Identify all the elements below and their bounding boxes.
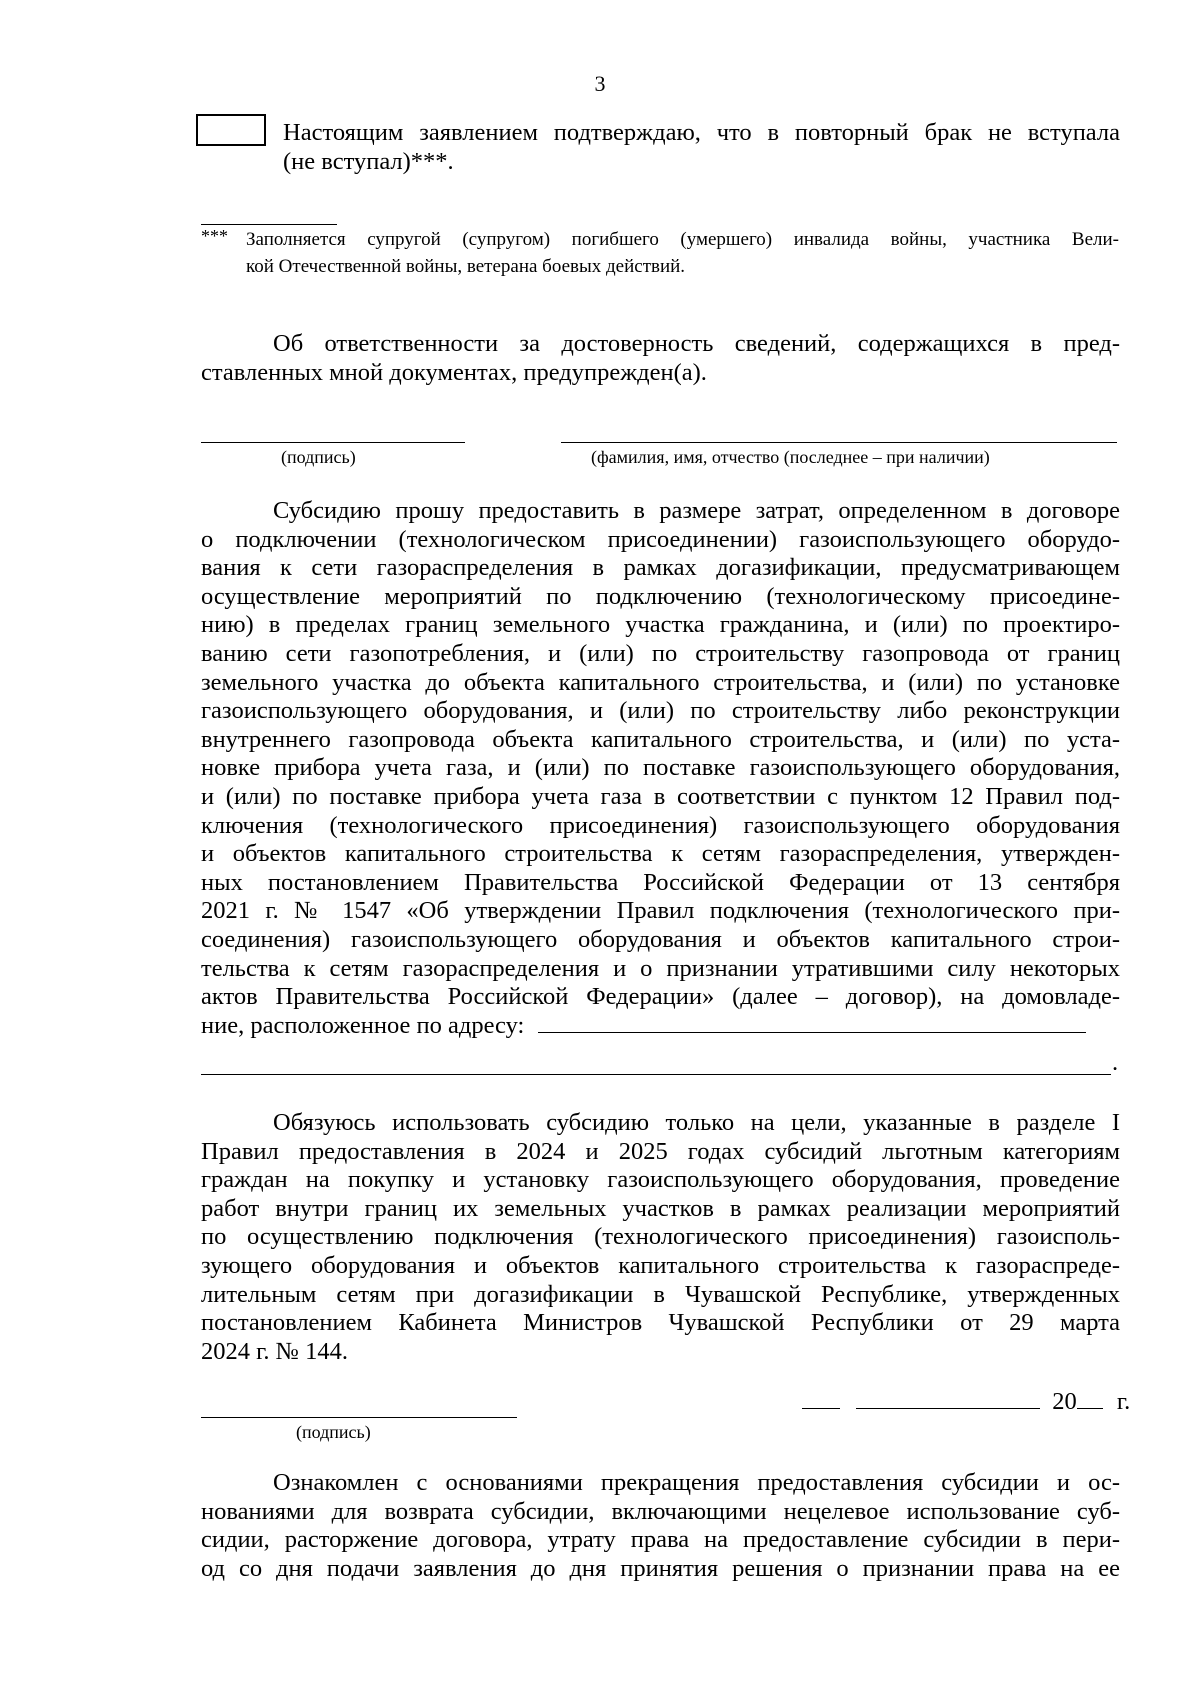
subsidy-request-line: ванию сети газопотребления, и (или) по строительству газопровода от границ	[201, 639, 1120, 667]
address-field[interactable]	[538, 1032, 1086, 1033]
footnote-text	[246, 226, 1119, 280]
signature-line[interactable]	[201, 442, 465, 443]
subsidy-request-line: 2021 г. № 1547 «Об утверждении Правил подключения (технологического при-	[201, 897, 1120, 925]
obligation-line: лительным сетям при догазификации в Чувашской Республике, утвержденных	[201, 1280, 1120, 1308]
subsidy-request-line: новке прибора учета газа, и (или) по поставке газоиспользующего оборудования,	[201, 754, 1120, 782]
signature-line-2[interactable]	[201, 1417, 517, 1418]
acknowledgement-line: од со дня подачи заявления до дня принятия решения о признании права на ее	[201, 1554, 1120, 1582]
subsidy-request-line: тельства к сетям газораспределения и о признании утратившими силу некоторых	[201, 954, 1120, 982]
declaration-text	[283, 119, 1120, 176]
obligation-line: зующего оборудования и объектов капитального строительства к газораспреде-	[201, 1251, 1120, 1279]
subsidy-request-line: внутреннего газопровода объекта капитального строительства, и (или) по уста-	[201, 725, 1120, 753]
date-line	[802, 1388, 1130, 1417]
date-year-field[interactable]	[1077, 1408, 1103, 1409]
subsidy-request-line: о подключении (технологическом присоединении) газоиспользующего оборудо-	[201, 525, 1120, 553]
subsidy-request-line: актов Правительства Российской Федерации» (далее – договор), на домовладе-	[201, 983, 1120, 1011]
subsidy-request-line: земельного участка до объекта капитального строительства, и (или) по установке	[201, 668, 1120, 696]
date-month-field[interactable]	[856, 1408, 1040, 1409]
subsidy-request-line: вания к сети газораспределения в рамках догазификации, предусматривающем	[201, 554, 1120, 582]
full-name-line[interactable]	[561, 442, 1117, 443]
declaration-line: Настоящим заявлением подтверждаю, что в повторный брак не вступала	[283, 119, 1120, 146]
date-year-prefix: 20	[1052, 1388, 1077, 1415]
signature-caption-2: (подпись)	[296, 1422, 371, 1442]
subsidy-request-line: и объектов капитального строительства к сетям газораспределения, утвержден-	[201, 840, 1120, 868]
acknowledgement-line: Ознакомлен с основаниями прекращения предоставления субсидии и ос-	[273, 1469, 1120, 1496]
acknowledgement-line: нованиями для возврата субсидии, включающими нецелевое использование суб-	[201, 1497, 1120, 1525]
obligation-line: по осуществлению подключения (технологического присоединения) газоисполь-	[201, 1223, 1120, 1251]
subsidy-request-line: соединения) газоиспользующего оборудования и объектов капитального строи-	[201, 925, 1120, 953]
footnote-marker: ***	[201, 226, 228, 246]
remarriage-checkbox[interactable]	[196, 114, 266, 146]
subsidy-request-line: Субсидию прошу предоставить в размере затрат, определенном в договоре	[273, 497, 1120, 524]
page-number: 3	[594, 71, 606, 96]
subsidy-request-line: и (или) по поставке прибора учета газа в соответствии с пунктом 12 Правил под-	[201, 782, 1120, 810]
address-end-mark: .	[1112, 1049, 1119, 1076]
obligation-paragraph	[201, 1109, 1120, 1366]
responsibility-statement	[201, 330, 1120, 387]
footnote-line: Заполняется супругой (супругом) погибшего (умершего) инвалида войны, участника Вели-	[246, 229, 1119, 250]
obligation-line: Правил предоставления в 2024 и 2025 годах субсидий льготным категориям	[201, 1137, 1120, 1165]
declaration-line: (не вступал)***.	[283, 147, 454, 175]
subsidy-request-line: ключения (технологического присоединения) газоиспользующего оборудования	[201, 811, 1120, 839]
obligation-line: Обязуюсь использовать субсидию только на цели, указанные в разделе I	[273, 1109, 1120, 1136]
full-name-caption: (фамилия, имя, отчество (последнее – при наличии)	[591, 447, 990, 467]
acknowledgement-paragraph	[201, 1469, 1120, 1583]
address-label: ние, расположенное по адресу:	[201, 1011, 525, 1039]
subsidy-request-paragraph	[201, 497, 1120, 1040]
address-line	[201, 1012, 1120, 1041]
acknowledgement-line: сидии, расторжение договора, утрату права на предоставление субсидии в пери-	[201, 1526, 1120, 1554]
subsidy-request-line: ных постановлением Правительства Российской Федерации от 13 сентября	[201, 868, 1120, 896]
subsidy-request-line: осуществление мероприятий по подключению (технологическому присоедине-	[201, 582, 1120, 610]
address-field-continuation[interactable]	[201, 1074, 1111, 1075]
obligation-line: работ внутри границ их земельных участков в рамках реализации мероприятий	[201, 1194, 1120, 1222]
footnote-line: кой Отечественной войны, ветерана боевых действий.	[246, 256, 686, 277]
date-year-suffix: г.	[1116, 1388, 1131, 1415]
obligation-line: граждан на покупку и установку газоиспользующего оборудования, проведение	[201, 1166, 1120, 1194]
obligation-line: постановлением Кабинета Министров Чувашской Республики от 29 марта	[201, 1309, 1120, 1337]
subsidy-request-line: газоиспользующего оборудования, и (или) по строительству либо реконструкции	[201, 697, 1120, 725]
signature-caption: (подпись)	[281, 447, 356, 467]
obligation-line: 2024 г. № 144.	[201, 1337, 349, 1365]
responsibility-line: ставленных мной документах, предупрежден(а).	[201, 358, 707, 386]
responsibility-line: Об ответственности за достоверность сведений, содержащихся в пред-	[273, 330, 1120, 357]
date-day-field[interactable]	[802, 1408, 840, 1409]
subsidy-request-line: нию) в пределах границ земельного участка гражданина, и (или) по проектиро-	[201, 611, 1120, 639]
